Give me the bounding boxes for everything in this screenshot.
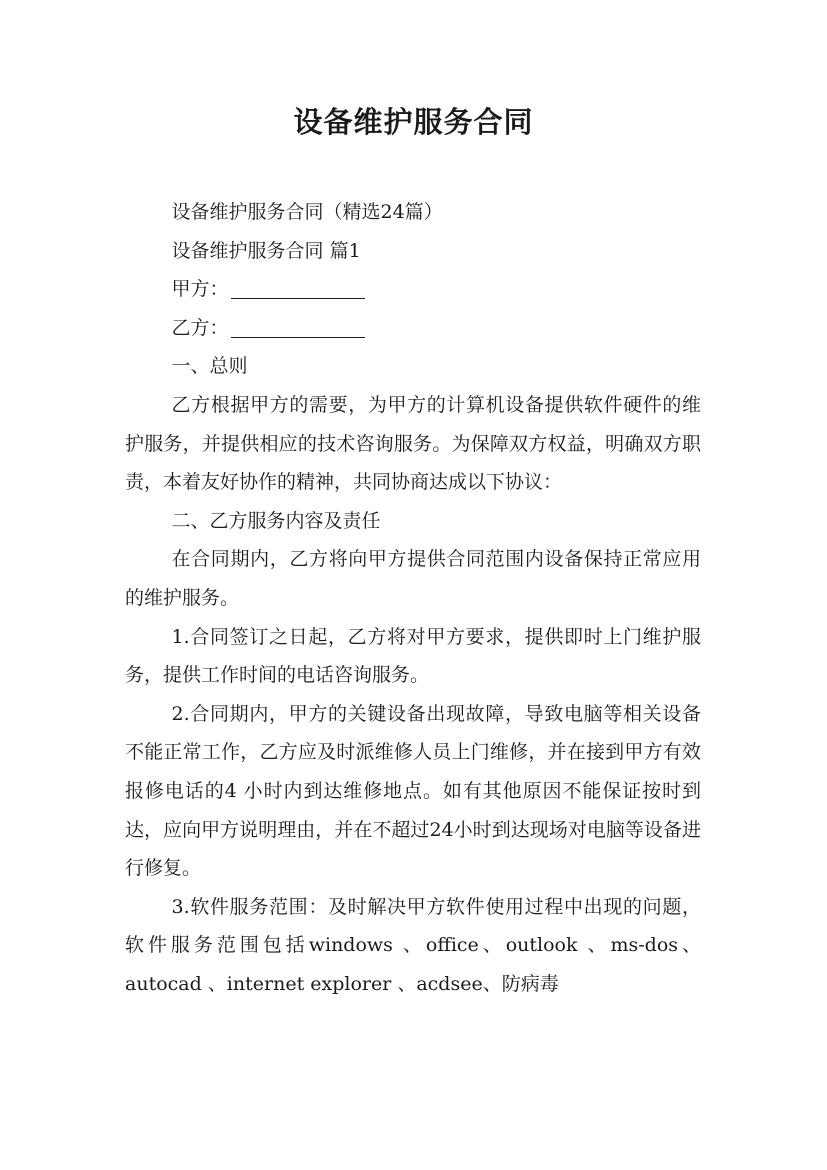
party-a-line (125, 270, 701, 309)
paragraph-item-1: 1.合同签订之日起，乙方将对甲方要求，提供即时上门维护服务，提供工作时间的电话咨询服务。 (125, 625, 701, 687)
party-b-blank (231, 315, 365, 338)
party-b-line (125, 309, 701, 348)
document-body (125, 193, 701, 1003)
paragraph-general: 乙方根据甲方的需要，为甲方的计算机设备提供软件硬件的维护服务，并提供相应的技术咨询服务。为保障双方权益，明确双方职责，本着友好协作的精神，共同协商达成以下协议： (125, 393, 701, 494)
paragraph-subtitle: 设备维护服务合同（精选24篇） (171, 201, 443, 223)
paragraph-item-3: 3.软件服务范围：及时解决甲方软件使用过程中出现的问题，软件服务范围包括windows 、office、outlook 、ms-dos、autocad 、internet explorer 、acdsee、防病毒 (125, 895, 701, 995)
party-a-blank (231, 276, 365, 299)
party-b-label: 乙方： (171, 316, 229, 339)
paragraph-section-heading: 设备维护服务合同 篇1 (171, 239, 361, 262)
party-a-label: 甲方： (171, 278, 229, 301)
document-title: 设备维护服务合同 (293, 105, 534, 139)
paragraph-services-intro: 在合同期内，乙方将向甲方提供合同范围内设备保持正常应用的维护服务。 (125, 548, 701, 609)
paragraph-heading-services: 二、乙方服务内容及责任 (171, 509, 381, 532)
paragraph-heading-general: 一、总则 (171, 355, 248, 378)
paragraph-item-2: 2.合同期内，甲方的关键设备出现故障，导致电脑等相关设备不能正常工作，乙方应及时派维修人员上门维修，并在接到甲方有效报修电话的4 小时内到达维修地点。如有其他原因不能保证按时到达，应向甲方说明理由，并在不超过24小时到达现场对电脑等设备进行修复。 (125, 702, 701, 880)
